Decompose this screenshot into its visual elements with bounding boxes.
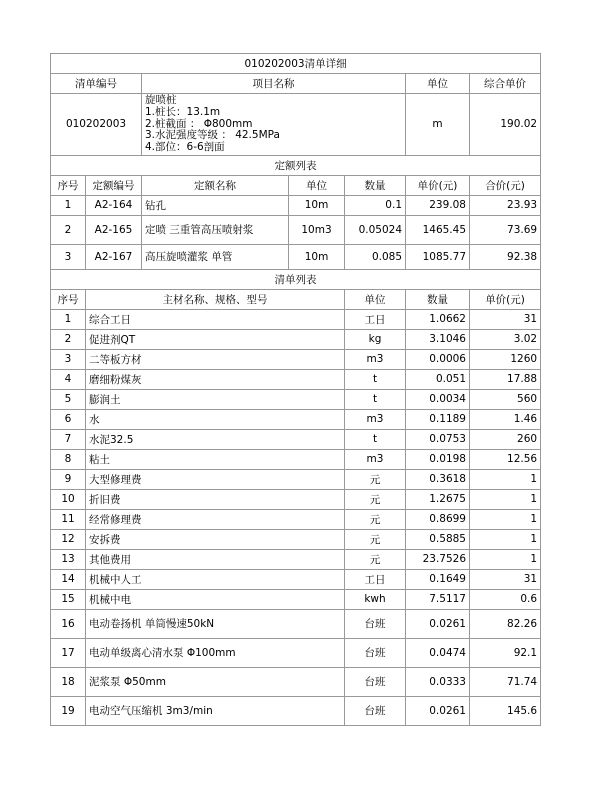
material-seq-cell: 2 [51, 329, 86, 349]
quota-total-cell: 23.93 [470, 195, 541, 215]
material-row [51, 349, 541, 369]
material-qty-cell: 0.0333 [406, 667, 470, 696]
bill-header-row [51, 74, 541, 94]
material-price-cell: 82.26 [470, 609, 541, 638]
quota-row [51, 244, 541, 269]
material-seq-cell: 8 [51, 449, 86, 469]
material-name-cell: 综合工日 [86, 309, 345, 329]
material-unit-cell: kg [345, 329, 406, 349]
material-qty-cell: 0.0006 [406, 349, 470, 369]
quota-unit-cell: 10m3 [289, 215, 345, 244]
material-price-cell: 1 [470, 469, 541, 489]
material-unit-cell: 工日 [345, 569, 406, 589]
quota-unit-cell: 10m [289, 195, 345, 215]
bill-unit-header: 单位 [406, 74, 470, 94]
bill-name-header: 项目名称 [142, 74, 406, 94]
material-row [51, 389, 541, 409]
quota-name-cell: 钻孔 [142, 195, 289, 215]
material-name-cell: 机械中电 [86, 589, 345, 609]
quota-code-cell: A2-164 [86, 195, 142, 215]
material-name-cell: 膨润土 [86, 389, 345, 409]
material-unit-cell: m3 [345, 349, 406, 369]
material-qty-cell: 1.0662 [406, 309, 470, 329]
material-qty-cell: 3.1046 [406, 329, 470, 349]
material-row [51, 696, 541, 725]
quota-seq-header: 序号 [51, 175, 86, 195]
material-unit-cell: kwh [345, 589, 406, 609]
material-name-cell: 电动卷扬机 单筒慢速50kN [86, 609, 345, 638]
bill-unit: m [406, 94, 470, 156]
material-seq-cell: 12 [51, 529, 86, 549]
quota-qty-header: 数量 [345, 175, 406, 195]
material-price-cell: 560 [470, 389, 541, 409]
quota-code-header: 定额编号 [86, 175, 142, 195]
bill-desc-line: 旋喷桩 [145, 94, 177, 106]
material-price-cell: 1 [470, 529, 541, 549]
material-row [51, 569, 541, 589]
quota-total-header: 合价(元) [470, 175, 541, 195]
material-name-cell: 安拆费 [86, 529, 345, 549]
material-seq-cell: 13 [51, 549, 86, 569]
material-unit-cell: m3 [345, 409, 406, 429]
material-price-cell: 31 [470, 569, 541, 589]
material-price-cell: 260 [470, 429, 541, 449]
material-qty-cell: 23.7526 [406, 549, 470, 569]
material-name-cell: 经常修理费 [86, 509, 345, 529]
quota-unit-header: 单位 [289, 175, 345, 195]
material-unit-cell: t [345, 389, 406, 409]
material-seq-cell: 9 [51, 469, 86, 489]
material-price-cell: 1 [470, 509, 541, 529]
sheet-title-row [51, 54, 541, 74]
quota-section-row [51, 155, 541, 175]
material-qty-cell: 7.5117 [406, 589, 470, 609]
bill-detail-sheet [50, 53, 540, 726]
material-name-cell: 其他费用 [86, 549, 345, 569]
material-unit-cell: t [345, 369, 406, 389]
material-row [51, 667, 541, 696]
bill-row [51, 94, 541, 156]
material-unit-cell: m3 [345, 449, 406, 469]
material-section-title: 清单列表 [51, 269, 541, 289]
material-seq-cell: 5 [51, 389, 86, 409]
quota-price-header: 单价(元) [406, 175, 470, 195]
material-seq-cell: 4 [51, 369, 86, 389]
material-unit-header: 单位 [345, 289, 406, 309]
material-row [51, 549, 541, 569]
material-unit-cell: 台班 [345, 638, 406, 667]
material-qty-cell: 0.0474 [406, 638, 470, 667]
material-row [51, 489, 541, 509]
material-row [51, 429, 541, 449]
material-seq-cell: 18 [51, 667, 86, 696]
material-name-cell: 电动空气压缩机 3m3/min [86, 696, 345, 725]
quota-section-title: 定额列表 [51, 155, 541, 175]
material-name-cell: 粘土 [86, 449, 345, 469]
material-seq-cell: 11 [51, 509, 86, 529]
material-qty-cell: 0.0753 [406, 429, 470, 449]
material-unit-cell: 元 [345, 489, 406, 509]
material-seq-cell: 19 [51, 696, 86, 725]
quota-name-cell: 定喷 三重管高压喷射浆 [142, 215, 289, 244]
material-seq-cell: 1 [51, 309, 86, 329]
material-unit-cell: 台班 [345, 696, 406, 725]
quota-header-row [51, 175, 541, 195]
quota-name-cell: 高压旋喷灌浆 单管 [142, 244, 289, 269]
material-qty-cell: 0.0261 [406, 696, 470, 725]
material-seq-cell: 7 [51, 429, 86, 449]
material-seq-cell: 10 [51, 489, 86, 509]
bill-desc-line: 4.部位：6-6剖面 [145, 141, 225, 154]
material-seq-cell: 15 [51, 589, 86, 609]
quota-code-cell: A2-165 [86, 215, 142, 244]
material-seq-cell: 17 [51, 638, 86, 667]
material-header-row [51, 289, 541, 309]
material-name-cell: 电动单级离心清水泵 Φ100mm [86, 638, 345, 667]
quota-total-cell: 73.69 [470, 215, 541, 244]
material-row [51, 469, 541, 489]
material-price-cell: 0.6 [470, 589, 541, 609]
material-row [51, 609, 541, 638]
material-name-cell: 二等板方材 [86, 349, 345, 369]
material-qty-cell: 0.3618 [406, 469, 470, 489]
material-qty-cell: 0.051 [406, 369, 470, 389]
material-unit-cell: 元 [345, 509, 406, 529]
material-name-cell: 机械中人工 [86, 569, 345, 589]
material-unit-cell: t [345, 429, 406, 449]
material-price-cell: 1 [470, 489, 541, 509]
material-name-header: 主材名称、规格、型号 [86, 289, 345, 309]
quota-row [51, 195, 541, 215]
material-qty-cell: 1.2675 [406, 489, 470, 509]
bill-desc-line: 2.桩截面 ： Φ800mm [145, 117, 253, 130]
material-name-cell: 泥浆泵 Φ50mm [86, 667, 345, 696]
material-row [51, 309, 541, 329]
quota-price-cell: 1465.45 [406, 215, 470, 244]
quota-qty-cell: 0.085 [345, 244, 406, 269]
material-price-cell: 1260 [470, 349, 541, 369]
material-price-cell: 31 [470, 309, 541, 329]
material-seq-cell: 16 [51, 609, 86, 638]
material-qty-header: 数量 [406, 289, 470, 309]
material-price-header: 单价(元) [470, 289, 541, 309]
material-qty-cell: 0.1189 [406, 409, 470, 429]
material-name-cell: 水泥32.5 [86, 429, 345, 449]
quota-row [51, 215, 541, 244]
material-price-cell: 1 [470, 549, 541, 569]
quota-qty-cell: 0.1 [345, 195, 406, 215]
material-row [51, 589, 541, 609]
quota-seq-cell: 1 [51, 195, 86, 215]
material-price-cell: 17.88 [470, 369, 541, 389]
bill-desc-line: 1.桩长：13.1m [145, 105, 221, 118]
material-row [51, 449, 541, 469]
material-seq-cell: 14 [51, 569, 86, 589]
material-row [51, 638, 541, 667]
material-qty-cell: 0.0261 [406, 609, 470, 638]
bill-desc-line: 3.水泥强度等级 ： 42.5MPa [145, 129, 280, 142]
quota-unit-cell: 10m [289, 244, 345, 269]
material-name-cell: 磨细粉煤灰 [86, 369, 345, 389]
material-rows [51, 309, 541, 725]
material-qty-cell: 0.5885 [406, 529, 470, 549]
material-qty-cell: 0.0198 [406, 449, 470, 469]
bill-code-header: 清单编号 [51, 74, 142, 94]
material-row [51, 509, 541, 529]
material-row [51, 409, 541, 429]
quota-price-cell: 1085.77 [406, 244, 470, 269]
material-price-cell: 92.1 [470, 638, 541, 667]
material-row [51, 329, 541, 349]
quota-qty-cell: 0.05024 [345, 215, 406, 244]
material-qty-cell: 0.0034 [406, 389, 470, 409]
bill-description [142, 94, 406, 156]
material-seq-header: 序号 [51, 289, 86, 309]
material-qty-cell: 0.8699 [406, 509, 470, 529]
sheet-title: 010202003清单详细 [51, 54, 541, 74]
material-row [51, 369, 541, 389]
bill-price: 190.02 [470, 94, 541, 156]
material-price-cell: 145.6 [470, 696, 541, 725]
bill-price-header: 综合单价 [470, 74, 541, 94]
material-section-row [51, 269, 541, 289]
material-name-cell: 折旧费 [86, 489, 345, 509]
quota-code-cell: A2-167 [86, 244, 142, 269]
material-price-cell: 1.46 [470, 409, 541, 429]
material-name-cell: 大型修理费 [86, 469, 345, 489]
quota-seq-cell: 3 [51, 244, 86, 269]
bill-code: 010202003 [51, 94, 142, 156]
material-unit-cell: 工日 [345, 309, 406, 329]
material-unit-cell: 台班 [345, 609, 406, 638]
material-unit-cell: 台班 [345, 667, 406, 696]
material-qty-cell: 0.1649 [406, 569, 470, 589]
material-seq-cell: 6 [51, 409, 86, 429]
material-name-cell: 促进剂QT [86, 329, 345, 349]
material-row [51, 529, 541, 549]
quota-price-cell: 239.08 [406, 195, 470, 215]
material-seq-cell: 3 [51, 349, 86, 369]
material-price-cell: 71.74 [470, 667, 541, 696]
material-name-cell: 水 [86, 409, 345, 429]
quota-rows [51, 195, 541, 269]
quota-total-cell: 92.38 [470, 244, 541, 269]
quota-name-header: 定额名称 [142, 175, 289, 195]
material-price-cell: 12.56 [470, 449, 541, 469]
material-unit-cell: 元 [345, 549, 406, 569]
quota-seq-cell: 2 [51, 215, 86, 244]
bill-detail-table [50, 53, 541, 726]
material-unit-cell: 元 [345, 529, 406, 549]
material-price-cell: 3.02 [470, 329, 541, 349]
material-unit-cell: 元 [345, 469, 406, 489]
